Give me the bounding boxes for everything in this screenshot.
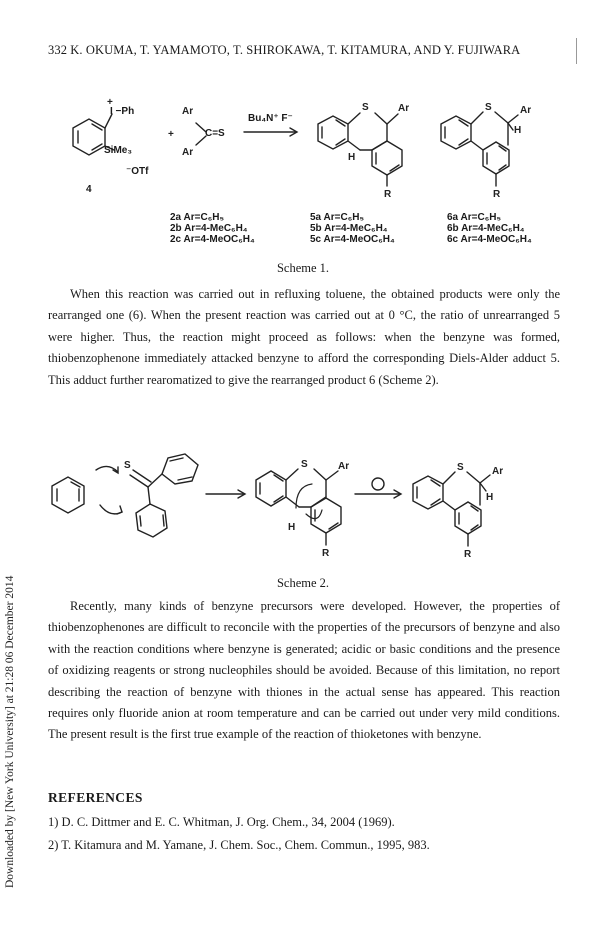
ar-label: Ar (182, 106, 194, 117)
r-label: R (493, 189, 501, 200)
paragraph-1: When this reaction was carried out in refluxing toluene, the obtained products were only the rearranged one (6). When the present reaction was carried out at 0 °C, the ratio of unrearranged 5 were higher. Thus, the reaction might proceed as follows: when the benzyne was formed, thiobenzophenone immediately attacked benzyne to afford the corresponding Diels-Alder adduct 5. This adduct further rearomatized to give the rearranged product 6 (Scheme 2). (48, 287, 560, 387)
legend-line: 5c Ar=4-MeOC₆H₄ (310, 234, 395, 245)
svg-text:R: R (322, 548, 330, 559)
legend-line: 6c Ar=4-MeOC₆H₄ (447, 234, 532, 245)
legend-line: 5a Ar=C₆H₅ (310, 212, 365, 223)
r-label: R (384, 189, 392, 200)
thiobenzophenone-structure (130, 454, 198, 537)
product-6-structure (413, 472, 490, 546)
legend-line: 6b Ar=4-MeC₆H₄ (447, 223, 525, 234)
references-heading: REFERENCES (48, 790, 143, 805)
ar-label: Ar (398, 103, 410, 114)
legend-line: 2b Ar=4-MeC₆H₄ (170, 223, 248, 234)
svg-text:Ar: Ar (492, 466, 504, 477)
reagent-label: Bu₄N⁺ F⁻ (248, 113, 293, 124)
svg-text:S: S (124, 460, 131, 471)
scheme2-caption: Scheme 2. (276, 576, 330, 590)
s-label: S (362, 102, 369, 113)
reference-2: 2) T. Kitamura and M. Yamane, J. Chem. Soc., Chem. Commun., 1995, 983. (48, 838, 430, 852)
svg-text:H: H (486, 492, 494, 503)
plus-sign: + (107, 97, 113, 108)
ar-label: Ar (520, 105, 532, 116)
plus-sign: + (168, 129, 174, 140)
running-header: 332 K. OKUMA, T. YAMAMOTO, T. SHIROKAWA, T. KITAMURA, AND Y. FUJIWARA (48, 43, 521, 57)
svg-text:H: H (288, 522, 296, 533)
curved-arrow-2 (100, 505, 122, 514)
legend-line: 2c Ar=4-MeOC₆H₄ (170, 234, 255, 245)
ar-label: Ar (182, 147, 194, 158)
h-label: H (348, 152, 356, 163)
compound-number-4: 4 (86, 184, 92, 195)
iodonium-label: I −Ph (110, 106, 135, 117)
h-label: H (514, 125, 522, 136)
reaction-arrow-2 (206, 490, 245, 498)
reaction-arrow-3 (355, 478, 401, 498)
legend-line: 5b Ar=4-MeC₆H₄ (310, 223, 388, 234)
download-watermark: Downloaded by [New York University] at 21:28 06 December 2014 (4, 575, 16, 888)
adduct-5-structure (256, 469, 341, 545)
thione-label: C=S (205, 128, 225, 139)
paragraph-2: Recently, many kinds of benzyne precursors were developed. However, the properties of thiobenzophenones are difficult to reconcile with the properties of the precursors of benzyne and also with the reaction conditions where benzyne is generated; acidic or basic conditions and the presence of oxidizing reagents or strong nucleophiles should be avoided. Because of this limitation, no report describing the reaction of benzyne with thiones in the actual sense has appeared. This reaction requires only fluoride anion at room temperature and can be carried out under very mild conditions. The present result is the first true example of the reaction of thioketones with benzyne. (48, 599, 560, 742)
scheme1-caption: Scheme 1. (276, 261, 330, 275)
s-label: S (485, 102, 492, 113)
legend-line: 6a Ar=C₆H₅ (447, 212, 502, 223)
legend-line: 2a Ar=C₆H₅ (170, 212, 225, 223)
benzyne-structure (52, 477, 84, 513)
triflate-label: ⁻OTf (126, 166, 149, 177)
svg-text:R: R (464, 549, 472, 560)
svg-text:S: S (301, 459, 308, 470)
sime3-label: SiMe₃ (104, 145, 132, 156)
reference-1: 1) D. C. Dittmer and E. C. Whitman, J. Org. Chem., 34, 2004 (1969). (48, 815, 395, 829)
svg-text:S: S (457, 462, 464, 473)
svg-text:Ar: Ar (338, 461, 350, 472)
